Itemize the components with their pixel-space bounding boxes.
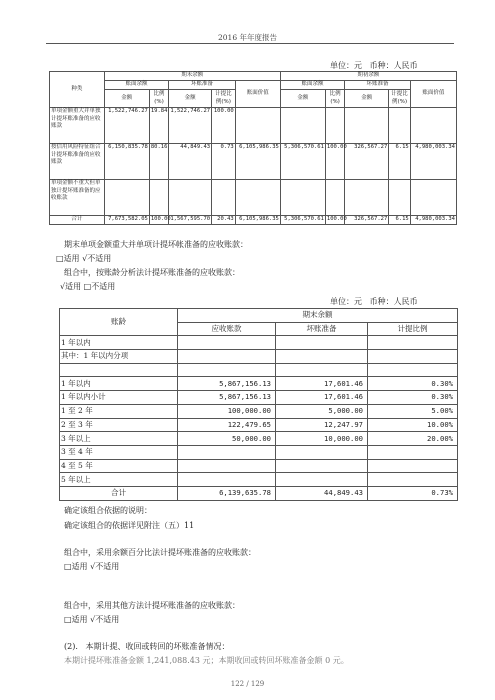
aging-bad: 12,247.97 [276, 418, 368, 432]
table1-cell [212, 180, 236, 216]
col-begin-bad: 坏账准备 [345, 81, 410, 90]
table1-cell: 5,306,570.61 [280, 144, 325, 180]
table1-cell: 5,306,570.61 [280, 216, 325, 225]
aging-rate [368, 350, 458, 364]
row-kind-label: 单项金额不重大但单独计提坏账准备的应收账款 [50, 180, 105, 216]
para1-line1: 期末单项金额重大并单项计提坏帐准备的应收账款： [64, 240, 248, 249]
aging-row [60, 350, 458, 364]
aging-bad: 17,601.46 [276, 391, 368, 405]
aging-row [60, 363, 458, 377]
aging-bad [276, 350, 368, 364]
total-row [60, 486, 458, 500]
aging-row [60, 445, 458, 459]
aging-ar: 122,479.65 [178, 418, 276, 432]
col-begin-header: 期初余额 [280, 72, 456, 81]
aging-bad: 5,000.00 [276, 404, 368, 418]
table1-cell [149, 180, 168, 216]
aging-row [60, 432, 458, 446]
row-kind-label: 单项金额重大并单独计提坏账准备的应收账款 [50, 108, 105, 144]
aging-bad: 17,601.46 [276, 377, 368, 391]
table1-cell: 1,567,595.70 [169, 216, 212, 225]
table1-cell [410, 108, 456, 144]
para4-line1: 组合中，采用其他方法计提坏账准备的应收账款： [64, 601, 240, 610]
total-bad: 44,849.43 [276, 486, 368, 500]
table1-cell: 6.15 [389, 144, 410, 180]
aging-label [60, 363, 178, 377]
aging-row [60, 459, 458, 473]
col-bad-header: 坏账准备 [276, 322, 368, 336]
col-end-header: 期末余额 [104, 72, 280, 81]
table1-cell [345, 108, 389, 144]
para3-line1: 组合中，采用余额百分比法计提坏账准备的应收账款： [64, 548, 256, 557]
aging-rate [368, 445, 458, 459]
col-rate-header: 计提比例 [368, 322, 458, 336]
table1-cell: 6,105,986.35 [235, 216, 280, 225]
page-header-title: 2016 年年度报告 [218, 33, 277, 42]
aging-ar: 50,000.00 [178, 432, 276, 446]
table1-row [50, 144, 457, 180]
para2-line1: 确定该组合依据的说明： [64, 506, 152, 515]
para4-line2: □适用 √不适用 [64, 615, 120, 624]
col-amount: 金额 [345, 90, 389, 108]
section-2-text: 本期计提坏账准备金额 1,241,088.43 元；本期收回或转回坏账准备金额 0 元。 [64, 656, 349, 665]
section-2-title: (2). 本期计提、收回或转回的坏账准备情况： [64, 642, 230, 651]
aging-ar [178, 363, 276, 377]
page-number: 122 / 129 [230, 680, 265, 688]
aging-bad [276, 473, 368, 487]
aging-label: 2 至 3 年 [60, 418, 178, 432]
table1-cell: 1,522,746.27 [104, 108, 149, 144]
header-divider [46, 43, 454, 44]
col-amount: 金额 [104, 90, 149, 108]
aging-label: 1 年以内 [60, 377, 178, 391]
table1-cell: 6,150,835.78 [104, 144, 149, 180]
table1-cell: 100.00 [149, 216, 168, 225]
aging-ar [178, 473, 276, 487]
aging-ar [178, 336, 276, 350]
table2-unit: 单位：元 币种：人民币 [330, 297, 418, 306]
col-age-header: 账龄 [60, 309, 178, 336]
para1-line3: 组合中，按账龄分析法计提坏账准备的应收账款： [64, 268, 240, 277]
aging-bad [276, 445, 368, 459]
table1-cell: 20.43 [212, 216, 236, 225]
aging-bad [276, 459, 368, 473]
table1-cell [235, 108, 280, 144]
aging-ar [178, 350, 276, 364]
aging-rate: 0.30% [368, 391, 458, 405]
col-amount: 金额 [280, 90, 325, 108]
aging-row [60, 391, 458, 405]
aging-rate: 5.00% [368, 404, 458, 418]
total-rate: 0.73% [368, 486, 458, 500]
table1-cell: 0.73 [212, 144, 236, 180]
table1-cell: 4,980,003.34 [410, 144, 456, 180]
col-end-book: 账面余额 [104, 81, 168, 90]
aging-label: 5 年以上 [60, 473, 178, 487]
para3-line2: □适用 √不适用 [64, 562, 120, 571]
table1-row [50, 108, 457, 144]
aging-bad [276, 363, 368, 377]
row-kind-label: 合计 [50, 216, 105, 225]
table1-cell [104, 180, 149, 216]
table1-cell [280, 180, 325, 216]
table1-cell [410, 180, 456, 216]
table1-cell [389, 180, 410, 216]
total-ar: 6,139,635.78 [178, 486, 276, 500]
aging-bad: 10,000.00 [276, 432, 368, 446]
table1-cell: 7,673,582.05 [104, 216, 149, 225]
aging-rate [368, 363, 458, 377]
aging-ar: 5,867,156.13 [178, 391, 276, 405]
table1-cell: 326,567.27 [345, 216, 389, 225]
aging-ar: 5,867,156.13 [178, 377, 276, 391]
aging-row [60, 473, 458, 487]
table1-cell [280, 108, 325, 144]
aging-label: 4 至 5 年 [60, 459, 178, 473]
aging-ar [178, 459, 276, 473]
para1-line4: √适用 □不适用 [60, 282, 116, 291]
col-ratio: 比例(%) [325, 90, 344, 108]
aging-row [60, 404, 458, 418]
aging-row [60, 418, 458, 432]
col-kind-header: 种类 [50, 72, 105, 108]
col-rate: 计提比例(%) [212, 90, 236, 108]
aging-label: 1 年以内 [60, 336, 178, 350]
aging-rate [368, 336, 458, 350]
aging-label: 3 年以上 [60, 432, 178, 446]
aging-table [59, 308, 458, 501]
para1-line2: □适用 √不适用 [56, 254, 112, 263]
table1-cell: 80.16 [149, 144, 168, 180]
aging-bad [276, 336, 368, 350]
aging-rate: 0.30% [368, 377, 458, 391]
aging-label: 3 至 4 年 [60, 445, 178, 459]
aging-row [60, 336, 458, 350]
table1-cell: 6,105,986.35 [235, 144, 280, 180]
table1-cell [325, 180, 344, 216]
table1-cell: 44,849.43 [169, 144, 212, 180]
table1-cell: 6.15 [389, 216, 410, 225]
table1-unit: 单位：元 币种：人民币 [330, 61, 418, 70]
receivables-category-table [49, 71, 457, 225]
col-end-value: 账面价值 [235, 81, 280, 108]
aging-rate [368, 473, 458, 487]
table1-cell [235, 180, 280, 216]
aging-row [60, 377, 458, 391]
col-end-header: 期末余额 [178, 309, 458, 323]
table1-cell: 19.84 [149, 108, 168, 144]
row-kind-label: 按信用风险特征组合计提坏账准备的应收账款 [50, 144, 105, 180]
col-rate: 计提比例(%) [389, 90, 410, 108]
total-label: 合计 [60, 486, 178, 500]
col-ratio: 比例(%) [149, 90, 168, 108]
table1-row [50, 180, 457, 216]
aging-ar [178, 445, 276, 459]
aging-label: 其中：1 年以内分项 [60, 350, 178, 364]
table1-cell [325, 108, 344, 144]
col-begin-value: 账面价值 [410, 81, 456, 108]
table1-row [50, 216, 457, 225]
table1-cell: 326,567.27 [345, 144, 389, 180]
col-begin-book: 账面余额 [280, 81, 344, 90]
col-ar-header: 应收账款 [178, 322, 276, 336]
aging-rate: 10.00% [368, 418, 458, 432]
aging-rate [368, 459, 458, 473]
aging-ar: 100,000.00 [178, 404, 276, 418]
table1-cell: 100.00 [212, 108, 236, 144]
aging-label: 1 年以内小计 [60, 391, 178, 405]
table1-cell: 100.00 [325, 144, 344, 180]
table1-cell: 4,980,003.34 [410, 216, 456, 225]
table1-cell: 1,522,746.27 [169, 108, 212, 144]
aging-rate: 20.00% [368, 432, 458, 446]
table1-cell: 100.00 [325, 216, 344, 225]
col-end-bad: 坏账准备 [169, 81, 236, 90]
table1-cell [345, 180, 389, 216]
table1-cell [169, 180, 212, 216]
aging-label: 1 至 2 年 [60, 404, 178, 418]
table1-cell [389, 108, 410, 144]
col-amount: 金额 [169, 90, 212, 108]
para2-line2: 确定该组合的依据详见附注（五）11 [64, 521, 195, 530]
